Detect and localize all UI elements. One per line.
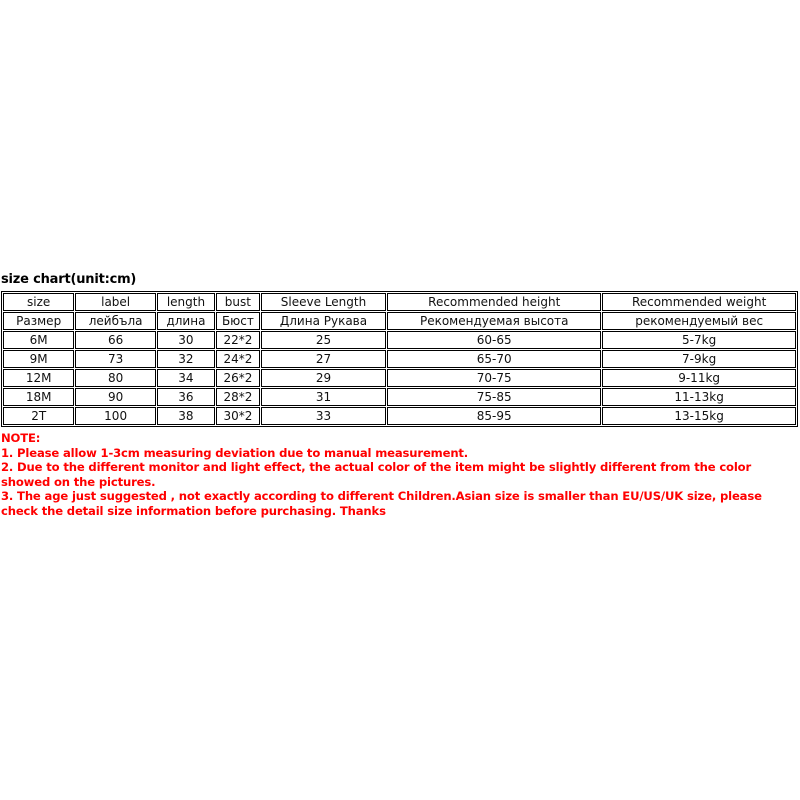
table-cell: 73 <box>75 350 156 368</box>
header-cell: Sleeve Length <box>261 293 386 311</box>
table-cell: 65-70 <box>387 350 601 368</box>
table-cell: 70-75 <box>387 369 601 387</box>
table-header-row-en <box>3 293 796 311</box>
header-cell: лейбъла <box>75 312 156 330</box>
header-cell: Бюст <box>216 312 260 330</box>
table-row <box>3 331 796 349</box>
note-item: 2. Due to the different monitor and light effect, the actual color of the item might be slightly different from the color showed on the pictures. <box>1 460 752 489</box>
header-cell: label <box>75 293 156 311</box>
table-cell: 85-95 <box>387 407 601 425</box>
note-heading: NOTE: <box>1 431 41 445</box>
table-cell: 13-15kg <box>602 407 796 425</box>
table-row <box>3 407 796 425</box>
table-cell: 66 <box>75 331 156 349</box>
header-cell: Рекомендуемая высота <box>387 312 601 330</box>
header-cell: Recommended height <box>387 293 601 311</box>
table-row <box>3 388 796 406</box>
table-cell: 31 <box>261 388 386 406</box>
table-cell: 26*2 <box>216 369 260 387</box>
table-cell: 28*2 <box>216 388 260 406</box>
table-cell: 100 <box>75 407 156 425</box>
table-cell: 36 <box>157 388 215 406</box>
table-cell: 30 <box>157 331 215 349</box>
table-cell: 30*2 <box>216 407 260 425</box>
table-cell: 38 <box>157 407 215 425</box>
table-cell: 75-85 <box>387 388 601 406</box>
header-cell: Recommended weight <box>602 293 796 311</box>
table-cell: 6M <box>3 331 74 349</box>
table-cell: 24*2 <box>216 350 260 368</box>
notes-block <box>1 431 791 518</box>
table-cell: 9-11kg <box>602 369 796 387</box>
header-cell: рекомендуемый вес <box>602 312 796 330</box>
size-chart-title: size chart(unit:cm) <box>1 272 137 287</box>
table-cell: 2T <box>3 407 74 425</box>
table-cell: 18M <box>3 388 74 406</box>
table-cell: 33 <box>261 407 386 425</box>
note-item: 3. The age just suggested , not exactly according to different Children.Asian size is smaller than EU/US/UK size, please check the detail size information before purchasing. Thanks <box>1 489 762 518</box>
table-cell: 11-13kg <box>602 388 796 406</box>
header-cell: Длина Рукава <box>261 312 386 330</box>
size-chart-table <box>1 291 798 427</box>
table-cell: 7-9kg <box>602 350 796 368</box>
table-cell: 90 <box>75 388 156 406</box>
table-cell: 9M <box>3 350 74 368</box>
table-cell: 29 <box>261 369 386 387</box>
table-cell: 34 <box>157 369 215 387</box>
table-row <box>3 369 796 387</box>
header-cell: Размер <box>3 312 74 330</box>
note-item: 1. Please allow 1-3cm measuring deviation due to manual measurement. <box>1 445 469 460</box>
table-cell: 32 <box>157 350 215 368</box>
table-cell: 5-7kg <box>602 331 796 349</box>
header-cell: size <box>3 293 74 311</box>
table-cell: 27 <box>261 350 386 368</box>
header-cell: длина <box>157 312 215 330</box>
table-cell: 12M <box>3 369 74 387</box>
table-header-row-ru <box>3 312 796 330</box>
table-cell: 22*2 <box>216 331 260 349</box>
table-cell: 80 <box>75 369 156 387</box>
table-cell: 25 <box>261 331 386 349</box>
table-cell: 60-65 <box>387 331 601 349</box>
header-cell: bust <box>216 293 260 311</box>
header-cell: length <box>157 293 215 311</box>
table-row <box>3 350 796 368</box>
